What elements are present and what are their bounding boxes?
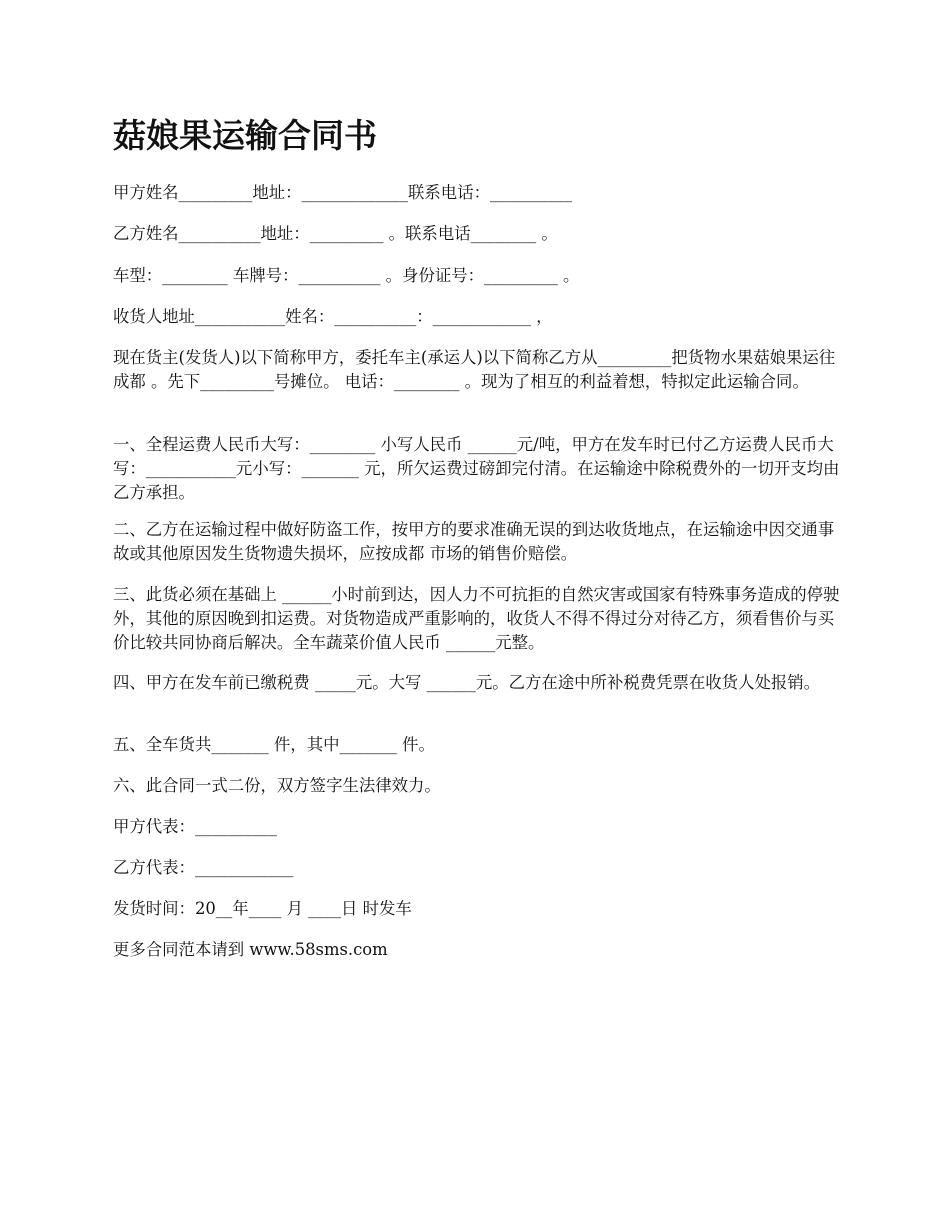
vehicle-info: 车型：________ 车牌号：__________ 。身份证号：_________ 。 [113,266,580,285]
clause-four: 四、甲方在发车前已缴税费 _____元。大写 ______元。乙方在途中所补税费凭票在收货人处报销。 [113,673,821,692]
party-b-representative: 乙方代表：____________ [113,858,294,877]
clause-one: 一、全程运费人民币大写：________ 小写人民币 ______元/吨，甲方在发车时已付乙方运费人民币大写：___________元小写：_______ 元，所欠运费过磅卸完付清。在运输途中除税费外的一切开支均由乙方承担。 [113,435,840,502]
document-title: 菇娘果运输合同书 [113,116,377,155]
party-a-info: 甲方姓名_________地址：_____________联系电话：__________ [113,183,572,202]
contract-intro: 现在货主(发货人)以下简称甲方，委托车主(承运人)以下简称乙方从_________把货物水果菇娘果运往成都 。先下_________号摊位。 电话：________ 。现为了相互的利益着想，特拟定此运输合同。 [113,348,836,391]
clause-three: 三、此货必须在基础上 ______小时前到达，因人力不可抗拒的自然灾害或国家有特殊事务造成的停驶外，其他的原因晚到扣运费。对货物造成严重影响的，收货人不得不得过分对待乙方，须看售价与买价比较共同协商后解决。全车蔬菜价值人民币 ______元整。 [113,585,840,652]
more-templates-note: 更多合同范本请到 www.58sms.com [113,940,388,959]
clause-two: 二、乙方在运输过程中做好防盗工作，按甲方的要求准确无误的到达收货地点，在运输途中因交通事故或其他原因发生货物遗失损坏，应按成都 市场的销售价赔偿。 [113,520,835,563]
shipping-time: 发货时间：20__年____ 月 ____日 时发车 [113,899,412,918]
party-b-info: 乙方姓名__________地址：_________ 。联系电话________ 。 [113,224,558,243]
party-a-representative: 甲方代表：__________ [113,817,277,836]
clause-six: 六、此合同一式二份，双方签字生法律效力。 [113,776,441,795]
clause-five: 五、全车货共_______ 件，其中_______ 件。 [113,735,435,754]
consignee-info: 收货人地址___________姓名：__________：____________ ， [113,307,553,326]
